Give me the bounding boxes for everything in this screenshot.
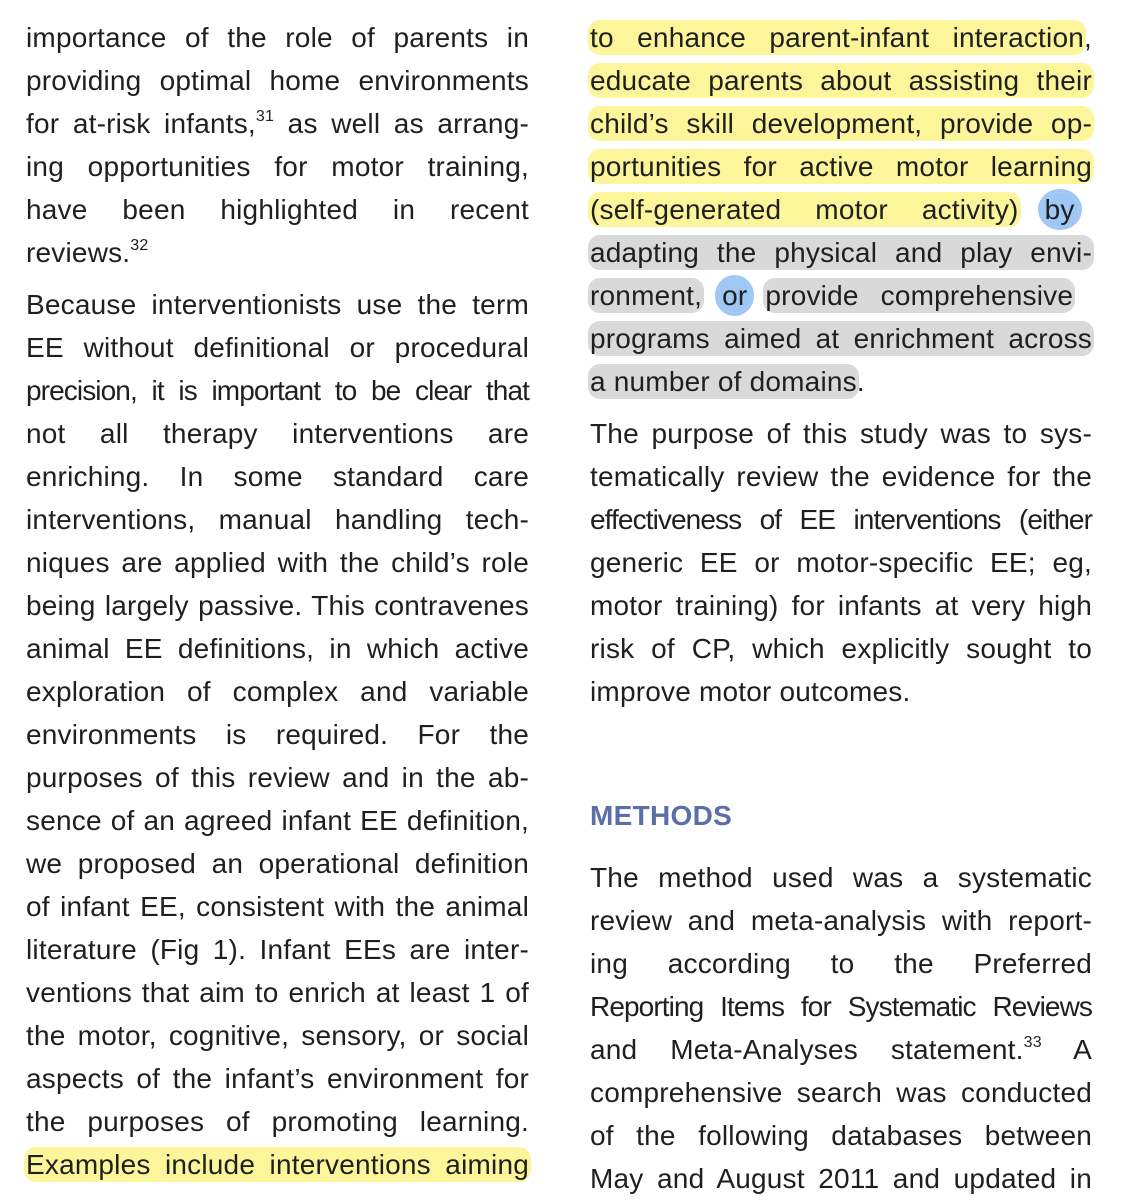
text-line: aspects of the infant’s environment for: [26, 1063, 529, 1094]
left-column: [26, 16, 529, 1186]
text-line: [590, 145, 1092, 188]
text-line: Because interventionists use the term: [26, 289, 529, 320]
text-span: .: [856, 366, 865, 397]
text-line: have been highlighted in recent: [26, 194, 529, 225]
text-line: enriching. In some standard care: [26, 461, 529, 492]
text-span: for at-risk infants,: [26, 108, 256, 139]
text-line: [590, 102, 1092, 145]
text-line: ing opportunities for motor training,: [26, 151, 529, 182]
text-line: niques are applied with the child’s role: [26, 547, 529, 578]
text-line: providing optimal home environments: [26, 65, 529, 96]
right-paragraph-3: [590, 856, 1092, 1200]
text-line: ventions that aim to enrich at least 1 of: [26, 977, 529, 1008]
text-line: importance of the role of parents in: [26, 22, 529, 53]
citation-32: 32: [130, 236, 149, 254]
gray-highlight: provide comprehensive: [765, 280, 1074, 311]
blue-circle-highlight: or: [718, 278, 751, 313]
text-line: literature (Fig 1). Infant EEs are inter-: [26, 934, 529, 965]
text-span: as well as arrang-: [274, 108, 530, 139]
text-span: A: [1041, 1034, 1093, 1065]
gray-highlight: a number of domains: [590, 366, 857, 397]
text-line: EE without definitional or procedural: [26, 332, 529, 363]
text-line: [26, 1143, 529, 1186]
text-line: risk of CP, which explicitly sought to: [590, 633, 1092, 664]
text-line: we proposed an operational definition: [26, 848, 529, 879]
text-line: [590, 1028, 1092, 1071]
section-heading-methods: METHODS: [590, 800, 733, 831]
citation-31: 31: [255, 107, 275, 125]
text-line: review and meta-analysis with report-: [590, 905, 1092, 936]
left-paragraph-2: [26, 283, 529, 1186]
blue-circle-highlight: by: [1041, 192, 1079, 227]
text-line: [590, 59, 1092, 102]
text-line: [590, 231, 1092, 274]
text-span: ,: [1084, 22, 1092, 53]
text-line: the motor, cognitive, sensory, or social: [26, 1020, 529, 1051]
text-line: [590, 16, 1092, 59]
yellow-highlight: portunities for active motor learning: [590, 151, 1092, 182]
text-line: precision, it is important to be clear that: [26, 375, 529, 406]
text-line: May and August 2011 and updated in: [590, 1163, 1092, 1194]
text-line: sence of an agreed infant EE definition,: [26, 805, 529, 836]
gray-highlight: ronment,: [590, 280, 703, 311]
text-line: comprehensive search was conducted: [590, 1077, 1092, 1108]
text-line: generic EE or motor-specific EE; eg,: [590, 547, 1092, 578]
citation-33: 33: [1023, 1033, 1042, 1051]
text-line: the purposes of promoting learning.: [26, 1106, 529, 1137]
text-line: improve motor outcomes.: [590, 676, 911, 707]
yellow-highlight: child’s skill development, provide op-: [590, 108, 1092, 139]
text-line: of the following databases between: [590, 1120, 1092, 1151]
text-line: interventions, manual handling tech-: [26, 504, 529, 535]
left-paragraph-1: [26, 16, 529, 274]
text-line: [590, 188, 1092, 231]
yellow-highlight: to enhance parent-infant interaction: [590, 22, 1085, 53]
text-line: The method used was a systematic: [590, 862, 1092, 893]
text-line: animal EE definitions, in which active: [26, 633, 529, 664]
text-line: The purpose of this study was to sys-: [590, 418, 1092, 449]
text-line: exploration of complex and variable: [26, 676, 529, 707]
text-line: Reporting Items for Systematic Reviews: [590, 991, 1092, 1022]
text-line: [590, 317, 1092, 360]
text-line: not all therapy interventions are: [26, 418, 529, 449]
text-line: ing according to the Preferred: [590, 948, 1092, 979]
text-line: motor training) for infants at very high: [590, 590, 1092, 621]
yellow-highlight: (self-generated motor activity): [590, 194, 1019, 225]
text-line: of infant EE, consistent with the animal: [26, 891, 529, 922]
text-line: [26, 231, 529, 274]
gray-highlight: programs aimed at enrichment across: [590, 323, 1092, 354]
text-line: effectiveness of EE interventions (either: [590, 504, 1092, 535]
text-line: being largely passive. This contravenes: [26, 590, 529, 621]
text-line: [26, 102, 529, 145]
right-column: [590, 16, 1092, 1200]
right-paragraph-2: [590, 412, 1092, 713]
text-line: [590, 274, 1092, 317]
text-line: purposes of this review and in the ab-: [26, 762, 529, 793]
right-paragraph-1: [590, 16, 1092, 403]
yellow-highlight: educate parents about assisting their: [590, 65, 1092, 96]
text-line: environments is required. For the: [26, 719, 529, 750]
text-line: tematically review the evidence for the: [590, 461, 1092, 492]
text-span: reviews.: [26, 237, 131, 268]
text-span: and Meta-Analyses statement.: [590, 1034, 1024, 1065]
yellow-highlight: Examples include interventions aiming: [26, 1149, 529, 1180]
gray-highlight: adapting the physical and play envi-: [590, 237, 1092, 268]
text-line: [590, 360, 1092, 403]
